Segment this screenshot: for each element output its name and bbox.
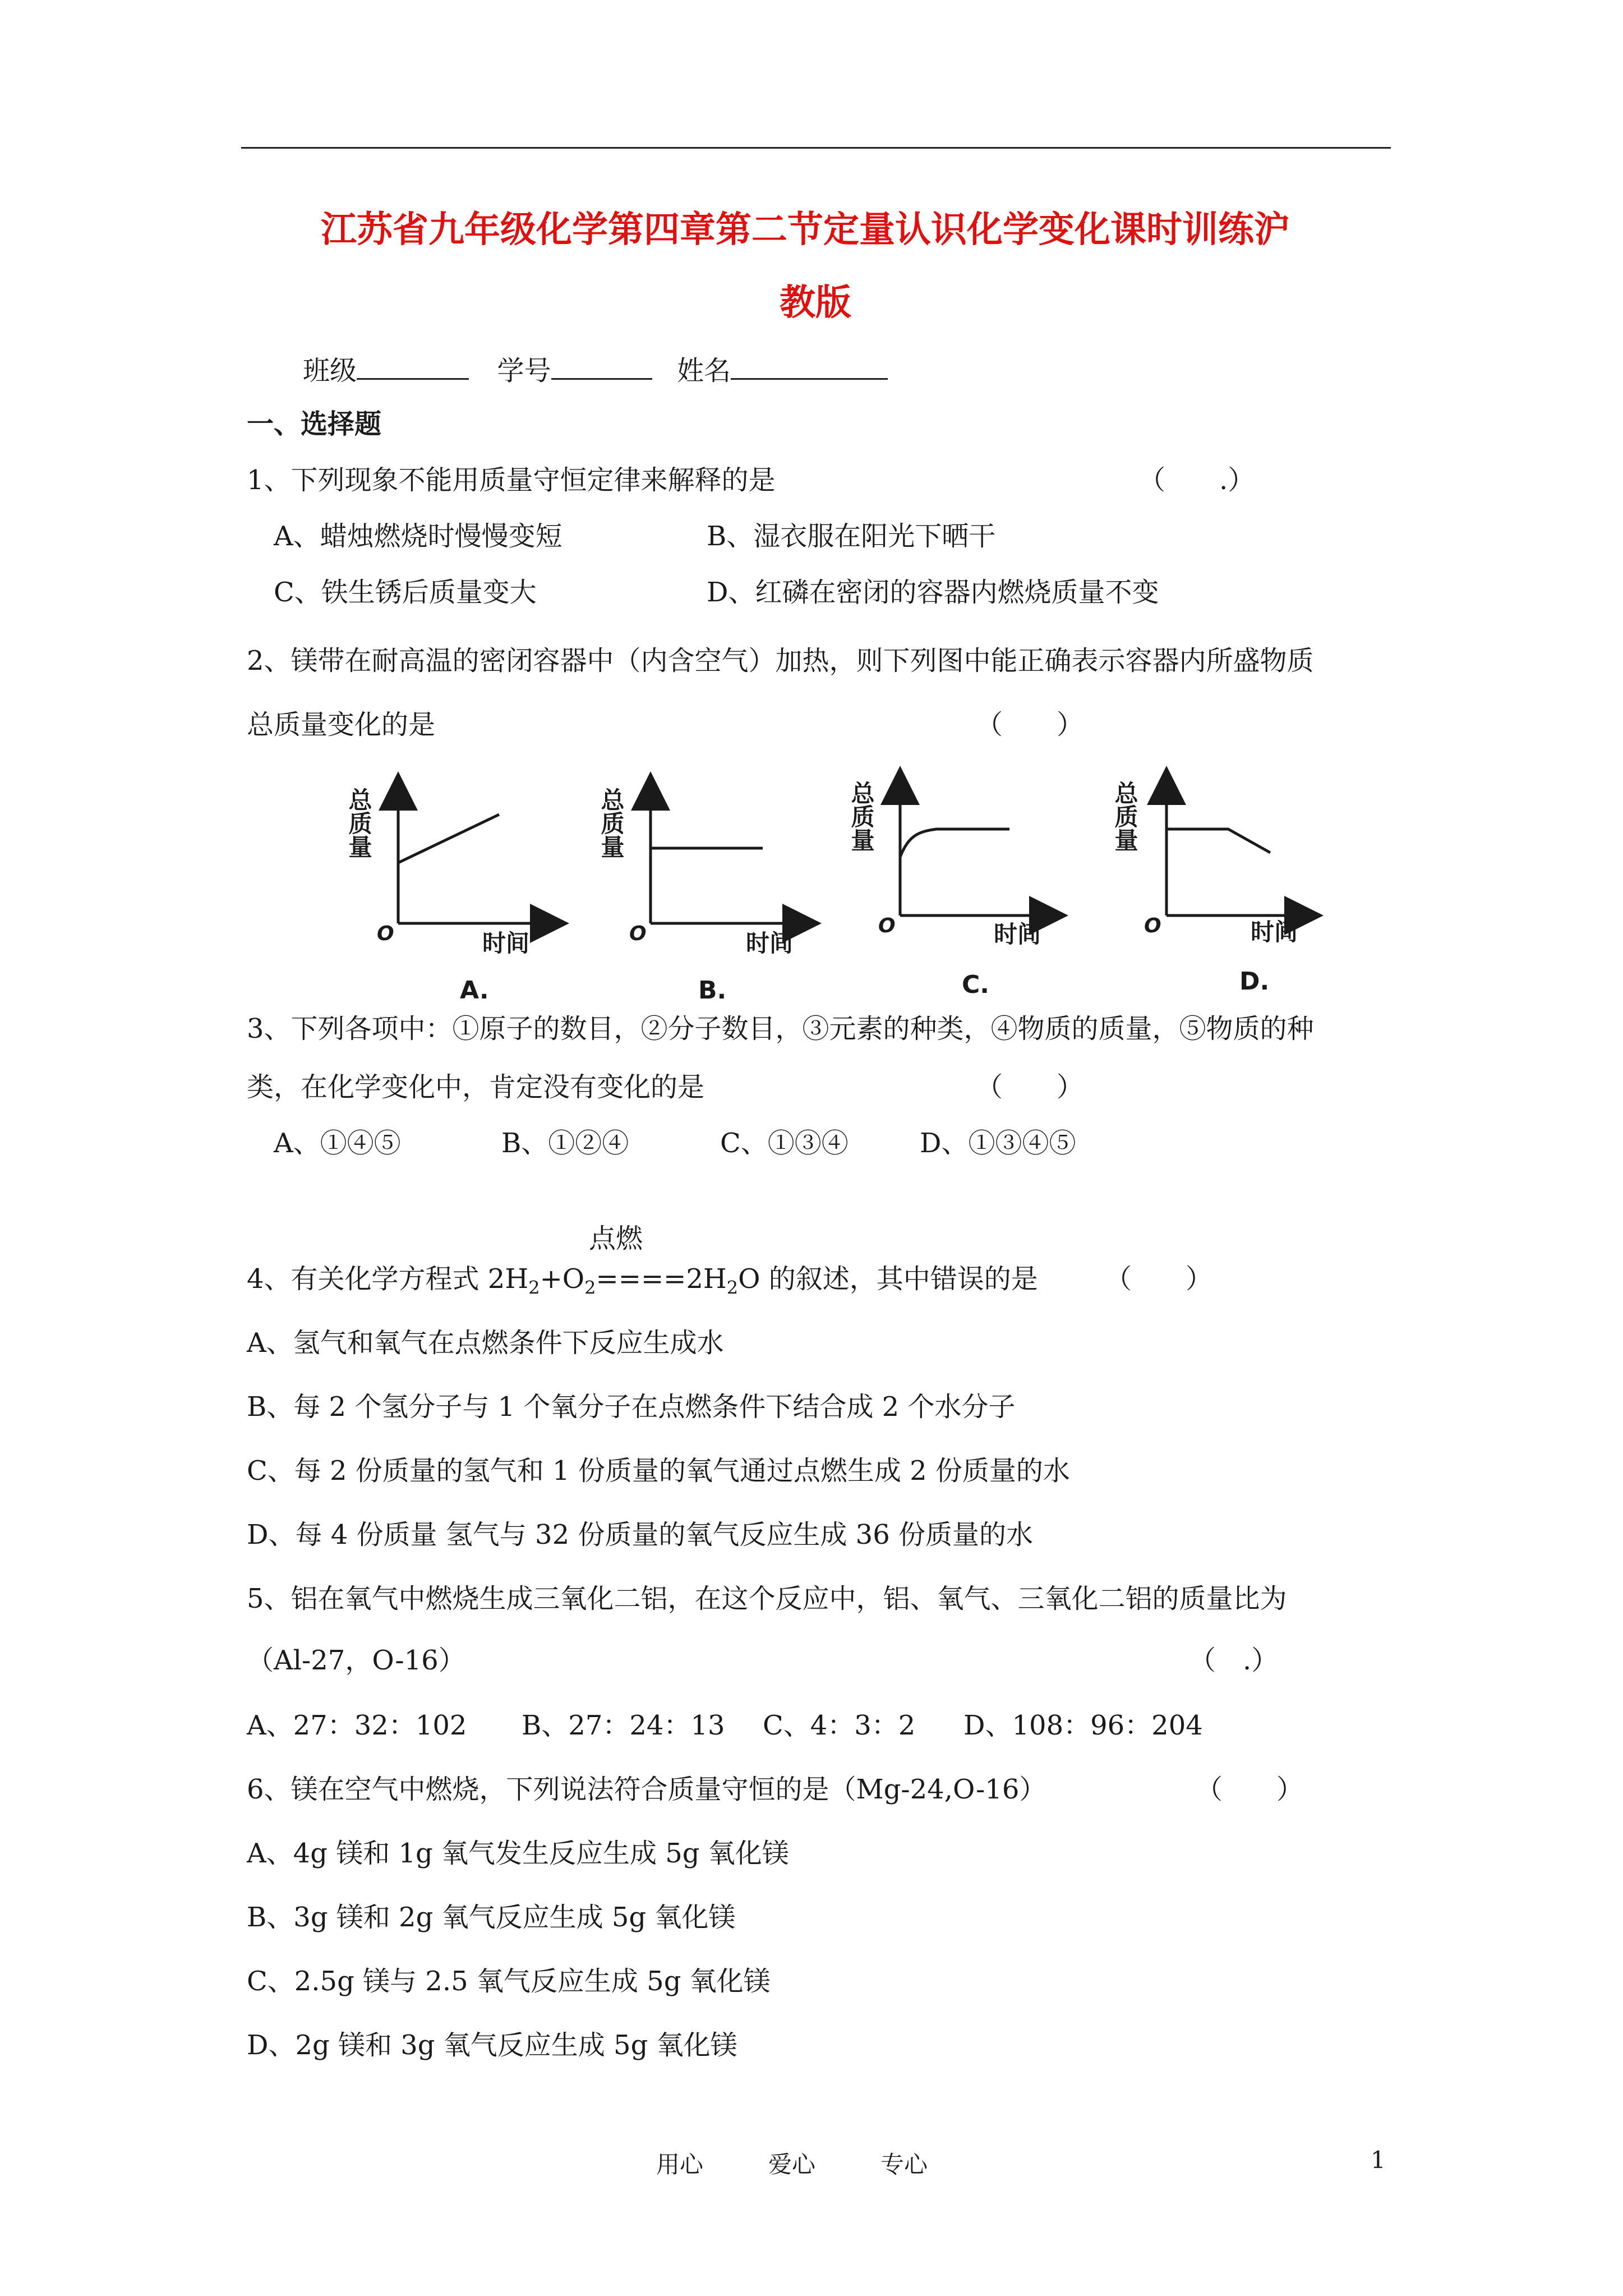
number-label: 学号 (497, 355, 551, 386)
q2-stem-line2: 总质量变化的是 (247, 709, 436, 740)
page-number: 1 (1371, 2146, 1386, 2174)
q1-option-b: B、湿衣服在阳光下晒干 (707, 521, 996, 552)
mass-curve (900, 829, 1009, 857)
q3-option-c: C、①③④ (720, 1128, 849, 1159)
graph-label: B. (698, 976, 727, 1005)
graph-label: D. (1239, 967, 1270, 996)
q5-bracket: （ .） (1189, 1645, 1279, 1676)
q6-option-b: B、3g 镁和 2g 氧气反应生成 5g 氧化镁 (247, 1902, 736, 1933)
x-axis-label: 时间 (994, 921, 1041, 948)
y-axis-label: 总质量 (345, 788, 373, 858)
q6-stem: 6、镁在空气中燃烧，下列说法符合质量守恒的是（Mg-24,O-16） (247, 1774, 1046, 1805)
q5-option-d: D、108：96：204 (963, 1710, 1203, 1741)
y-axis-label: 总质量 (597, 788, 625, 858)
q2-graph-c (841, 769, 1066, 1004)
q5-stem-line1: 5、铝在氧气中燃烧生成三氧化二铝，在这个反应中，铝、氧气、三氧化二铝的质量比为 (247, 1583, 1287, 1614)
name-blank (731, 351, 888, 380)
number-blank (551, 351, 652, 380)
footer-word-2: 爱心 (768, 2151, 816, 2178)
q6-option-a: A、4g 镁和 1g 氧气发生反应生成 5g 氧化镁 (247, 1838, 789, 1869)
q1-option-c: C、铁生锈后质量变大 (274, 577, 537, 608)
q3-bracket: （ ） (976, 1071, 1084, 1103)
x-axis-label: 时间 (482, 930, 530, 957)
q4-option-b: B、每 2 个氢分子与 1 个氧分子在点燃条件下结合成 2 个水分子 (247, 1391, 1016, 1423)
q4-condition: 点燃 (589, 1223, 643, 1254)
header-rule (241, 147, 1391, 149)
q1-option-d: D、红磷在密闭的容器内燃烧质量不变 (707, 577, 1159, 608)
q6-bracket: （ ） (1196, 1774, 1304, 1805)
q2-graph-b (597, 769, 824, 1005)
origin-label: O (377, 922, 394, 945)
q5-option-b: B、27：24：13 (522, 1710, 725, 1741)
q2-stem-line1: 2、镁带在耐高温的密闭容器中（内含空气）加热，则下列图中能正确表示容器内所盛物质 (247, 645, 1314, 677)
q4-option-d: D、每 4 份质量 氢气与 32 份质量的氧气反应生成 36 份质量的水 (247, 1519, 1033, 1550)
section-heading: 一、选择题 (247, 408, 382, 440)
q4-bracket: （ ） (1105, 1263, 1213, 1295)
q1-stem: 1、下列现象不能用质量守恒定律来解释的是 (247, 464, 776, 496)
q4-option-c: C、每 2 份质量的氢气和 1 份质量的氧气通过点燃生成 2 份质量的水 (247, 1455, 1070, 1487)
q5-stem-line2: （Al-27，O-16） (247, 1645, 465, 1676)
origin-label: O (1144, 914, 1161, 937)
q3-stem-line2: 类，在化学变化中，肯定没有变化的是 (247, 1071, 705, 1103)
footer-word-3: 专心 (880, 2151, 928, 2178)
x-axis-label: 时间 (1251, 918, 1298, 946)
q4-stem: 4、有关化学方程式 $2H_2+O_2====2H_2O$ 的叙述，其中错误的是 (247, 1263, 1038, 1299)
q4-option-a: A、氢气和氧气在点燃条件下反应生成水 (247, 1327, 724, 1359)
q1-bracket: （ .） (1138, 464, 1255, 496)
footer-word-1: 用心 (656, 2151, 704, 2178)
y-axis-label: 总质量 (847, 781, 875, 852)
q3-option-d: D、①③④⑤ (920, 1128, 1076, 1159)
mass-curve (1166, 829, 1270, 853)
q3-stem-line1: 3、下列各项中：①原子的数目，②分子数目，③元素的种类，④物质的质量，⑤物质的种 (247, 1013, 1314, 1045)
doc-title-line2: 教版 (780, 282, 851, 324)
q5-option-a: A、27：32：102 (247, 1710, 467, 1741)
q3-option-b: B、①②④ (501, 1128, 629, 1159)
q2-graph-a (345, 769, 583, 1005)
q6-option-c: C、2.5g 镁与 2.5 氧气反应生成 5g 氧化镁 (247, 1966, 771, 1997)
class-label: 班级 (303, 355, 357, 386)
y-axis-label: 总质量 (1111, 781, 1139, 852)
q1-option-a: A、蜡烛燃烧时慢慢变短 (274, 521, 562, 552)
doc-title-line1: 江苏省九年级化学第四章第二节定量认识化学变化课时训练沪 (321, 209, 1290, 251)
origin-label: O (629, 922, 647, 945)
q5-option-c: C、4：3：2 (763, 1710, 916, 1741)
q2-graph-d (1088, 769, 1312, 1004)
x-axis-label: 时间 (746, 930, 794, 957)
mass-curve (398, 815, 499, 863)
q6-option-d: D、2g 镁和 3g 氧气反应生成 5g 氧化镁 (247, 2030, 737, 2061)
class-blank (357, 351, 469, 380)
graph-label: C. (962, 970, 990, 999)
q2-bracket: （ ） (976, 709, 1084, 740)
student-info-row (303, 351, 888, 388)
origin-label: O (878, 914, 896, 937)
graph-label: A. (460, 976, 489, 1005)
name-label: 姓名 (677, 355, 731, 386)
q3-option-a: A、①④⑤ (274, 1128, 401, 1159)
